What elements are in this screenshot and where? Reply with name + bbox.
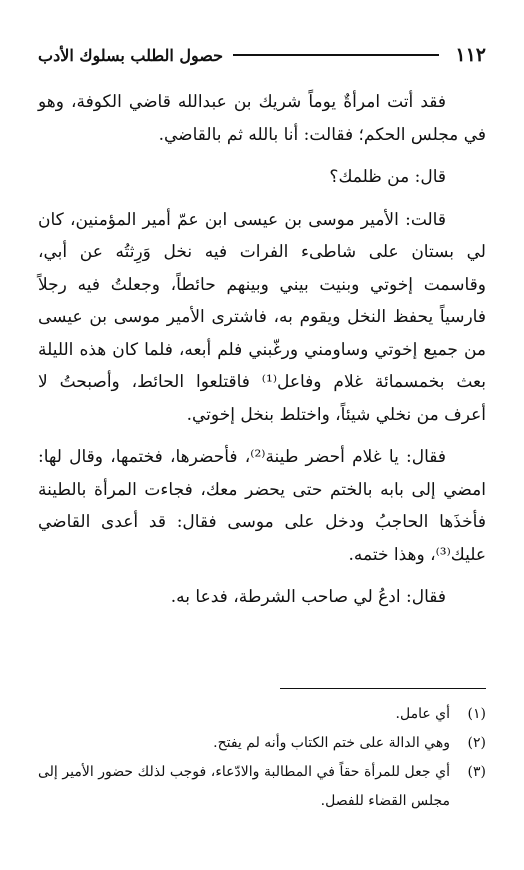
running-title: حصول الطلب بسلوك الأدب bbox=[38, 45, 224, 65]
footnote-text: أي جعل للمرأة حقاً في المطالبة والادّعاء، فوجب لذلك حضور الأمير إلى مجلس القضاء للفصل. bbox=[38, 764, 450, 809]
paragraph-2: قال: من ظلمك؟ bbox=[329, 167, 446, 187]
paragraph-5: فقال: ادعُ لي صاحب الشرطة، فدعا به. bbox=[170, 587, 446, 607]
paragraph-4: فقال: يا غلام أحضر طينة⁽²⁾، فأحضرها، فختمها، وقال لها: امضي إلى بابه بالختم حتى يحضر معك، فجاءت المرأة بالطينة فأخذَها الحاجبُ ودخل على موسى فقال: قد أعدى القاضي عليك⁽³⁾، وهذا ختمه. bbox=[38, 447, 486, 565]
paragraph-1: فقد أتت امرأةٌ يوماً شريك بن عبدالله قاضي الكوفة، وهو في مجلس الحكم؛ فقالت: أنا بالله ثم بالقاضي. bbox=[38, 92, 486, 145]
footnote-separator bbox=[280, 688, 486, 689]
running-header bbox=[38, 40, 486, 70]
footnote-mark: (٢) bbox=[467, 735, 486, 751]
paragraph-3: قالت: الأمير موسى بن عيسى ابن عمّ أمير المؤمنين، كان لي بستان على شاطىء الفرات فيه نخل وَرِثتُه عن أبي، وقاسمت إخوتي وبنيت بيني وبينهم حائطاً، وجعلتُ فيه رجلاً فارسياً يحفظ النخل ويقوم به، فاشترى الأمير موسى بن عيسى من جميع إخوتي وساومني ورغّبني فلم أبعه، فلما كان هذه الليلة بعث بخمسمائة غلام وفاعل⁽¹⁾ فاقتلعوا الحائط، وأصبحتُ لا أعرف من نخلي شيئاً، واختلط بنخل إخوتي. bbox=[38, 209, 486, 425]
footnote-1 bbox=[38, 700, 486, 729]
footnote-2 bbox=[38, 729, 486, 758]
page-number: ١١٢ bbox=[455, 44, 486, 66]
header-rule bbox=[233, 54, 439, 56]
footnote-text: وهي الدالة على ختم الكتاب وأنه لم يفتح. bbox=[213, 735, 450, 751]
footnote-3 bbox=[38, 758, 486, 816]
footnote-text: أي عامل. bbox=[395, 706, 450, 722]
main-text bbox=[38, 86, 486, 624]
footnotes bbox=[38, 700, 486, 816]
footnote-mark: (١) bbox=[467, 706, 486, 722]
footnote-mark: (٣) bbox=[467, 764, 486, 780]
